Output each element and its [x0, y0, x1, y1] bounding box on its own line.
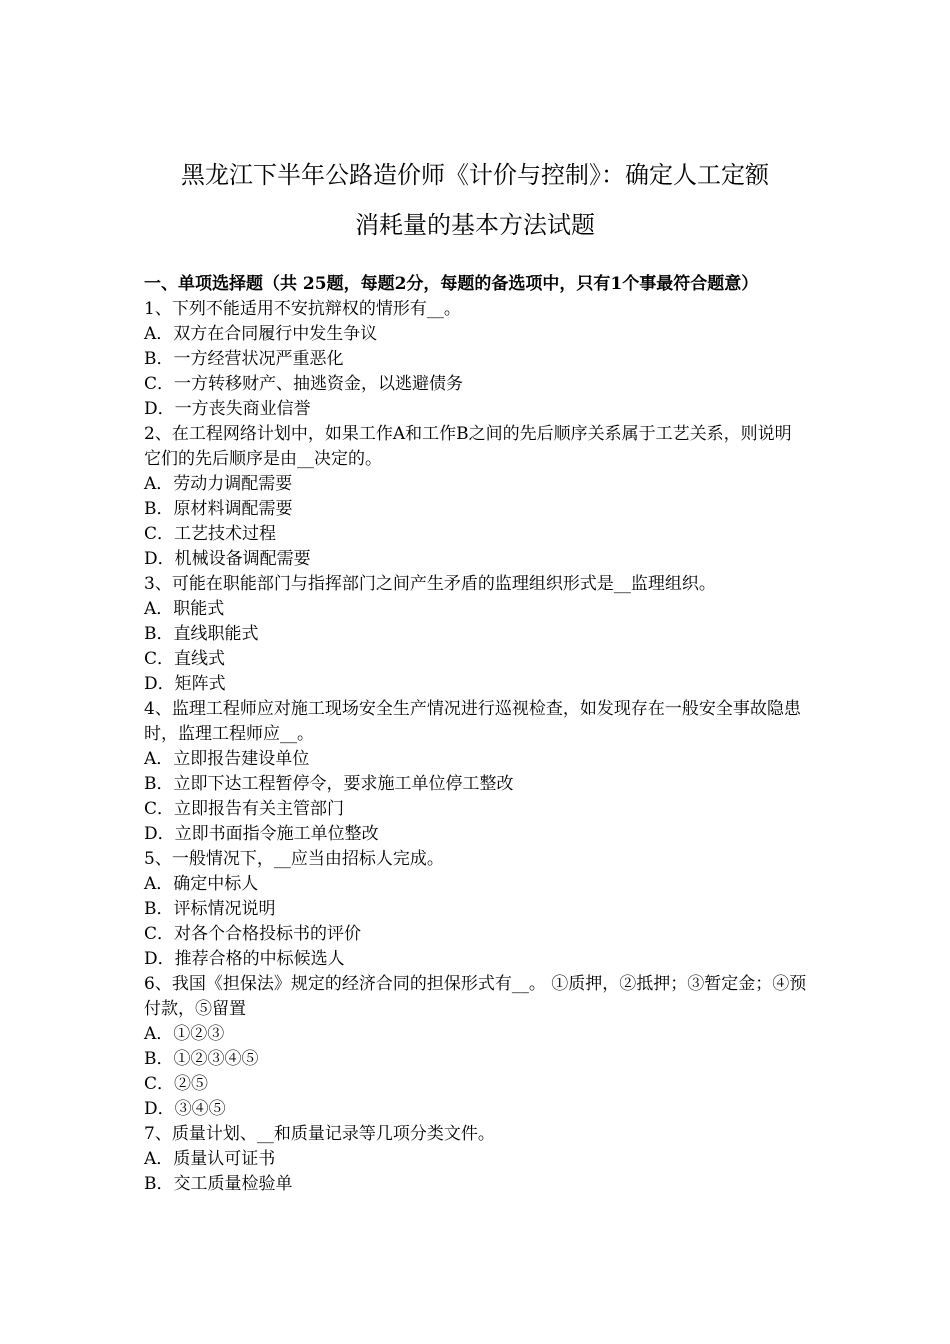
option-d: D．矩阵式	[144, 674, 226, 694]
option-a: A．职能式	[144, 599, 225, 619]
option-c: C．对各个合格投标书的评价	[144, 924, 362, 944]
option-b: B．①②③④⑤	[144, 1049, 259, 1069]
option-c: C．一方转移财产、抽逃资金，以逃避债务	[144, 374, 464, 394]
option-a: A．双方在合同履行中发生争议	[144, 324, 378, 344]
question-text: 3、可能在职能部门与指挥部门之间产生矛盾的监理组织形式是__监理组织。	[144, 574, 716, 594]
question-text: 2、在工程网络计划中，如果工作A和工作B之间的先后顺序关系属于工艺关系，则说明它们的先后顺序是由__决定的。	[144, 424, 792, 469]
question-text: 7、质量计划、__和质量记录等几项分类文件。	[144, 1124, 495, 1144]
option-d: D．③④⑤	[144, 1099, 226, 1119]
option-a: A．①②③	[144, 1024, 225, 1044]
option-b: B．原材料调配需要	[144, 499, 293, 519]
option-a: A．质量认可证书	[144, 1149, 276, 1169]
option-b: B．交工质量检验单	[144, 1174, 293, 1194]
option-c: C．立即报告有关主管部门	[144, 799, 345, 819]
document-title	[0, 150, 950, 250]
option-c: C．②⑤	[144, 1074, 209, 1094]
option-d: D．机械设备调配需要	[144, 549, 311, 569]
option-c: C．工艺技术过程	[144, 524, 277, 544]
option-a: A．立即报告建设单位	[144, 749, 310, 769]
option-a: A．劳动力调配需要	[144, 474, 293, 494]
question-2	[144, 422, 808, 572]
option-d: D．一方丧失商业信誉	[144, 399, 311, 419]
question-3	[144, 572, 808, 697]
option-d: D．推荐合格的中标候选人	[144, 949, 345, 969]
option-a: A．确定中标人	[144, 874, 259, 894]
question-4	[144, 697, 808, 847]
question-5	[144, 847, 808, 972]
question-7	[144, 1122, 808, 1197]
question-text: 1、下列不能适用不安抗辩权的情形有__。	[144, 299, 461, 319]
question-text: 5、一般情况下，__应当由招标人完成。	[144, 849, 444, 869]
section-heading: 一、单项选择题（共 25题，每题2分，每题的备选项中，只有1个事最符合题意）	[144, 274, 759, 294]
document-body	[144, 272, 808, 1197]
question-text: 6、我国《担保法》规定的经济合同的担保形式有__。 ①质押，②抵押；③暂定金；④预付款，⑤留置	[144, 974, 807, 1019]
title-line-1: 黑龙江下半年公路造价师《计价与控制》：确定人工定额	[181, 161, 769, 189]
option-d: D．立即书面指令施工单位整改	[144, 824, 379, 844]
question-6	[144, 972, 808, 1122]
question-text: 4、监理工程师应对施工现场安全生产情况进行巡视检查，如发现存在一般安全事故隐患时，监理工程师应__。	[144, 699, 801, 744]
option-b: B．一方经营状况严重恶化	[144, 349, 344, 369]
question-1	[144, 297, 808, 422]
option-b: B．评标情况说明	[144, 899, 276, 919]
option-c: C．直线式	[144, 649, 226, 669]
title-line-2: 消耗量的基本方法试题	[355, 211, 595, 239]
option-b: B．立即下达工程暂停令，要求施工单位停工整改	[144, 774, 514, 794]
option-b: B．直线职能式	[144, 624, 259, 644]
